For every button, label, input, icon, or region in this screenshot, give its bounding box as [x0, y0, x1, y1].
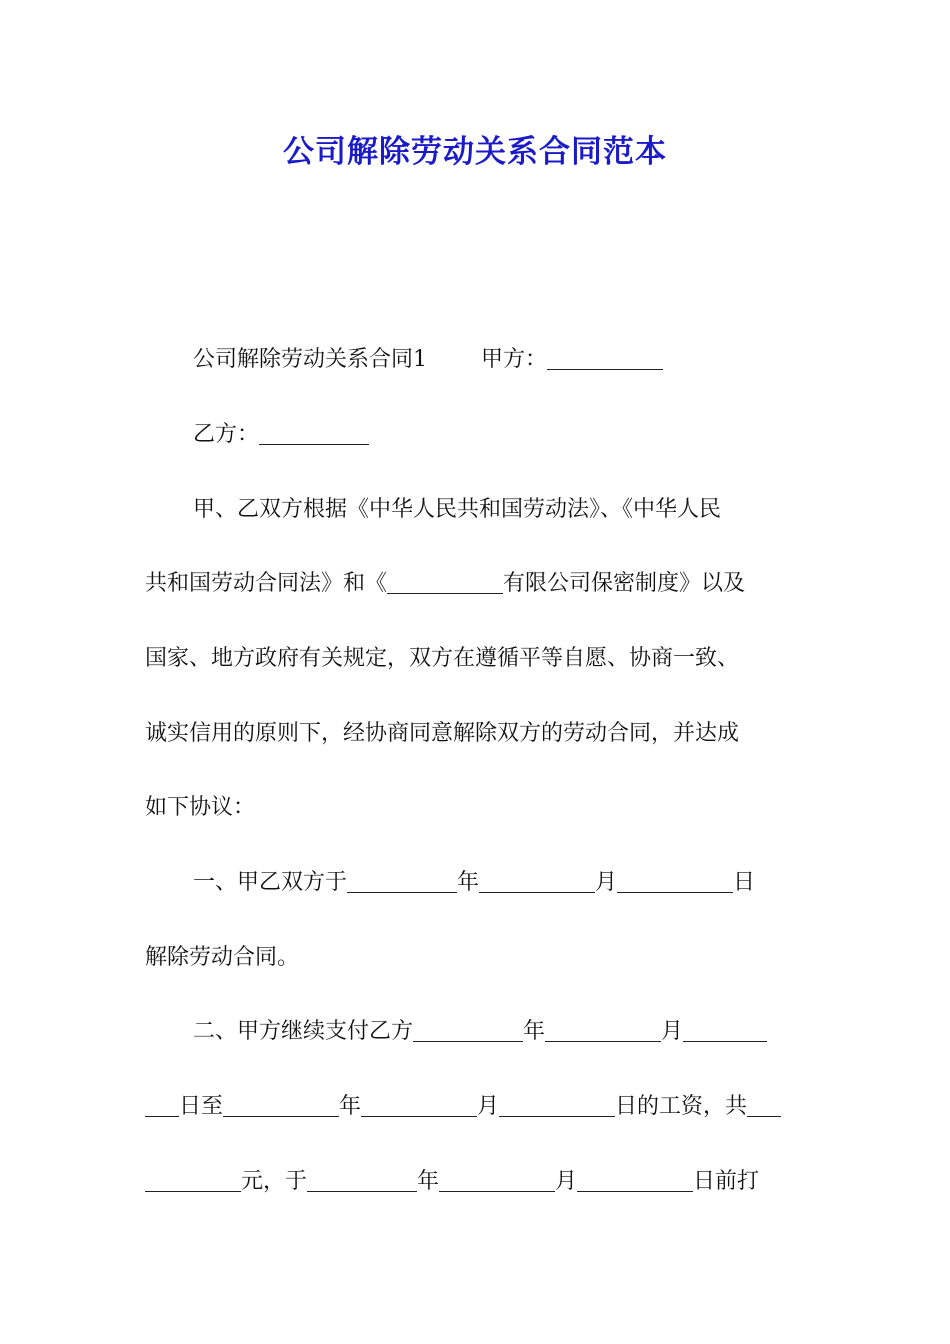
- contract-heading-line: [193, 344, 663, 376]
- company-name-blank[interactable]: [387, 571, 503, 594]
- clause-two-line-2: [145, 1091, 781, 1123]
- date-month-blank[interactable]: [361, 1094, 477, 1117]
- party-b-label: 乙方：: [193, 422, 260, 447]
- clause-one-line: [193, 867, 755, 899]
- date-day-blank-cont[interactable]: [145, 1094, 179, 1117]
- paragraph-line: 诚实信用的原则下，经协商同意解除双方的劳动合同，并达成: [145, 721, 740, 746]
- date-year-blank[interactable]: [223, 1094, 339, 1117]
- date-month-blank[interactable]: [545, 1019, 661, 1042]
- paragraph-line: [145, 568, 745, 600]
- date-day-blank[interactable]: [499, 1094, 615, 1117]
- paragraph-line: 国家、地方政府有关规定，双方在遵循平等自愿、协商一致、: [145, 646, 740, 671]
- date-day-blank[interactable]: [617, 870, 733, 893]
- day-label: 日: [733, 870, 756, 895]
- date-year-blank[interactable]: [307, 1169, 417, 1192]
- party-b-blank[interactable]: [259, 422, 369, 445]
- date-year-blank[interactable]: [413, 1019, 523, 1042]
- clause-text: 日的工资，共: [615, 1094, 748, 1119]
- month-label: 月: [595, 870, 618, 895]
- clause-text: 日至: [179, 1094, 224, 1119]
- clause-text: 元，于: [241, 1169, 308, 1194]
- month-label: 月: [661, 1019, 684, 1044]
- year-label: 年: [339, 1094, 362, 1119]
- amount-blank-cont[interactable]: [145, 1169, 241, 1192]
- month-label: 月: [477, 1094, 500, 1119]
- clause-text: 一、甲乙双方于: [193, 870, 348, 895]
- date-day-blank[interactable]: [683, 1019, 767, 1042]
- party-b-line: [193, 419, 369, 451]
- party-a-blank[interactable]: [547, 347, 663, 370]
- amount-blank[interactable]: [747, 1094, 781, 1117]
- year-label: 年: [457, 870, 480, 895]
- date-year-blank[interactable]: [347, 870, 457, 893]
- paragraph-text: 有限公司保密制度》以及: [503, 571, 746, 596]
- clause-two-line-3: [145, 1166, 759, 1198]
- contract-heading: 公司解除劳动关系合同1: [193, 347, 427, 372]
- paragraph-line: 如下协议：: [145, 795, 256, 820]
- paragraph-line: 甲、乙双方根据《中华人民共和国劳动法》、《中华人民: [193, 497, 722, 522]
- month-label: 月: [555, 1169, 578, 1194]
- paragraph-text: 共和国劳动合同法》和《: [145, 571, 388, 596]
- date-month-blank[interactable]: [439, 1169, 555, 1192]
- clause-text: 二、甲方继续支付乙方: [193, 1019, 414, 1044]
- document-title: 公司解除劳动关系合同范本: [283, 134, 667, 170]
- date-month-blank[interactable]: [479, 870, 595, 893]
- party-a-label: 甲方：: [481, 347, 548, 372]
- year-label: 年: [523, 1019, 546, 1044]
- year-label: 年: [417, 1169, 440, 1194]
- clause-one-continuation: 解除劳动合同。: [145, 945, 300, 970]
- clause-two-line: [193, 1016, 767, 1048]
- clause-text: 日前打: [693, 1169, 760, 1194]
- date-day-blank[interactable]: [577, 1169, 693, 1192]
